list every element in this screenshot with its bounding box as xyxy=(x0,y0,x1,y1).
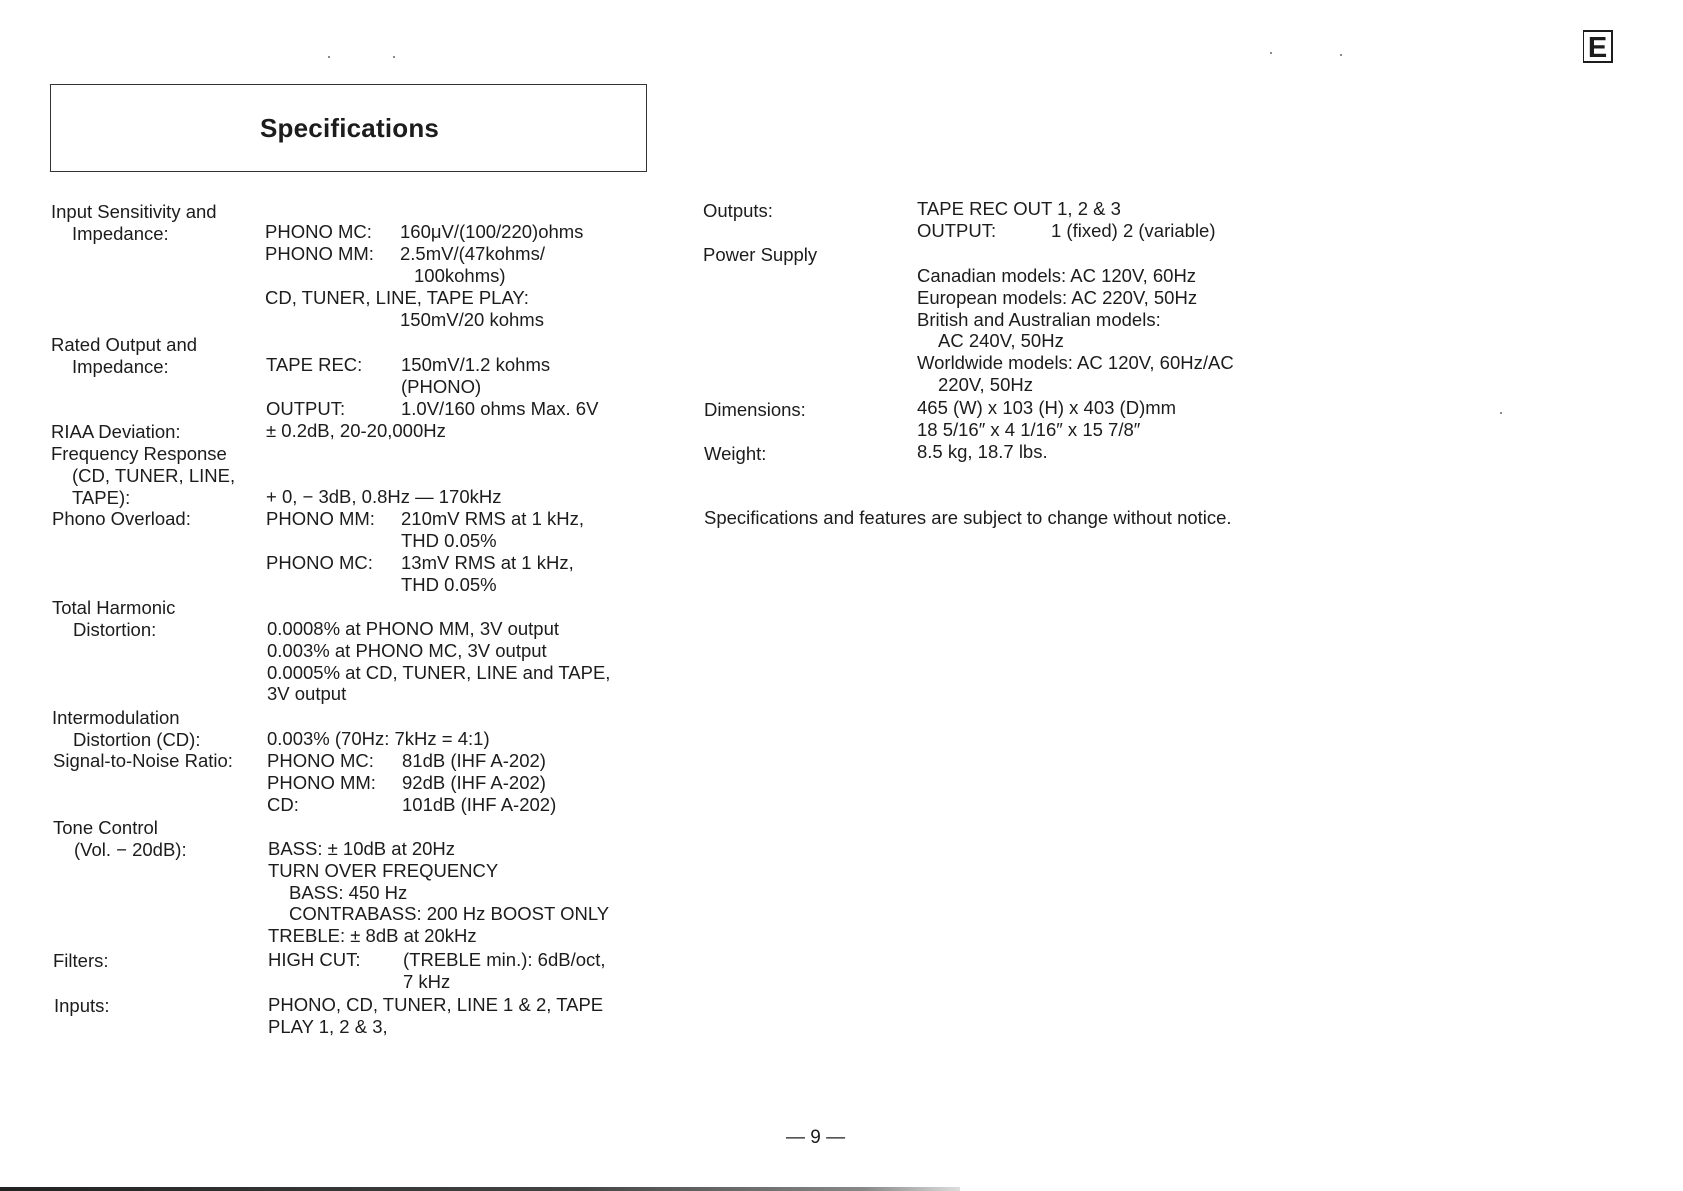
spec-label-rated-output: Rated Output and Impedance: xyxy=(51,334,198,377)
tone-control-values: BASS: ± 10dB at 20Hz TURN OVER FREQUENCY BASS: 450 Hz CONTRABASS: 200 Hz BOOST ONLY TREBLE: ± 8dB at 20kHz xyxy=(268,838,610,947)
spec-label-phono-overload: Phono Overload: xyxy=(52,508,191,529)
dimensions-values: 465 (W) x 103 (H) x 403 (D)mm 18 5/16″ x 4 1/16″ x 15 7/8″ xyxy=(917,397,1177,440)
overload-mc-key: PHONO MC: xyxy=(266,552,373,573)
phono-mc-value: 160μV/(100/220)ohms xyxy=(400,221,584,242)
tape-rec-key: TAPE REC: xyxy=(266,354,363,375)
spec-label-power-supply: Power Supply xyxy=(703,244,818,265)
high-cut-value: (TREBLE min.): 6dB/oct, 7 kHz xyxy=(403,949,606,992)
bottom-edge-rule xyxy=(0,1187,960,1191)
outputs-value: 1 (fixed) 2 (variable) xyxy=(1051,220,1216,241)
snr-cd-value: 101dB (IHF A-202) xyxy=(402,794,557,815)
cd-tuner-line-key: CD, TUNER, LINE, TAPE PLAY: xyxy=(265,287,529,308)
spec-label-filters: Filters: xyxy=(53,950,109,971)
snr-mm-key: PHONO MM: xyxy=(267,772,376,793)
scan-speck xyxy=(1500,412,1502,414)
spec-label-dimensions: Dimensions: xyxy=(704,399,806,420)
scan-speck xyxy=(328,56,330,58)
scan-speck xyxy=(393,56,395,58)
power-supply-values: Canadian models: AC 120V, 60Hz European models: AC 220V, 50Hz British and Australian models: AC 240V, 50Hz Worldwide models: AC 120V, 60Hz/AC 220V, 50Hz xyxy=(917,265,1234,395)
snr-mc-value: 81dB (IHF A-202) xyxy=(402,750,546,771)
high-cut-key: HIGH CUT: xyxy=(268,949,361,970)
overload-mc-value: 13mV RMS at 1 kHz, THD 0.05% xyxy=(401,552,574,595)
tape-rec-value: 150mV/1.2 kohms (PHONO) xyxy=(401,354,551,397)
phono-mm-value: 2.5mV/(47kohms/ 100kohms) xyxy=(400,243,545,286)
spec-label-weight: Weight: xyxy=(704,443,767,464)
imd-value: 0.003% (70Hz: 7kHz = 4:1) xyxy=(267,728,490,749)
spec-label-riaa: RIAA Deviation: xyxy=(51,421,181,442)
phono-mm-key: PHONO MM: xyxy=(265,243,374,264)
output-key: OUTPUT: xyxy=(266,398,346,419)
riaa-value: ± 0.2dB, 20-20,000Hz xyxy=(266,420,446,441)
output-value: 1.0V/160 ohms Max. 6V xyxy=(401,398,599,419)
section-badge: E xyxy=(1583,30,1613,63)
frequency-response-value: + 0, − 3dB, 0.8Hz — 170kHz xyxy=(266,486,502,507)
outputs-key: OUTPUT: xyxy=(917,220,997,241)
snr-cd-key: CD: xyxy=(267,794,299,815)
overload-mm-key: PHONO MM: xyxy=(266,508,375,529)
snr-mm-value: 92dB (IHF A-202) xyxy=(402,772,546,793)
snr-mc-key: PHONO MC: xyxy=(267,750,374,771)
page-title: Specifications xyxy=(260,113,440,143)
spec-label-input-sensitivity: Input Sensitivity and Impedance: xyxy=(51,201,217,244)
spec-label-snr: Signal-to-Noise Ratio: xyxy=(53,750,233,771)
spec-label-thd: Total Harmonic Distortion: xyxy=(52,597,176,640)
spec-label-outputs: Outputs: xyxy=(703,200,773,221)
scan-speck xyxy=(1340,54,1342,56)
spec-label-tone-control: Tone Control (Vol. − 20dB): xyxy=(53,817,187,860)
spec-label-inputs: Inputs: xyxy=(54,995,110,1016)
phono-mc-key: PHONO MC: xyxy=(265,221,372,242)
spec-label-frequency-response: Frequency Response (CD, TUNER, LINE, TAPE): xyxy=(51,443,236,508)
thd-values: 0.0008% at PHONO MM, 3V output 0.003% at PHONO MC, 3V output 0.0005% at CD, TUNER, LINE and TAPE, 3V output xyxy=(267,618,611,705)
cd-tuner-line-value: 150mV/20 kohms xyxy=(400,309,544,330)
scan-speck xyxy=(1270,52,1272,54)
page-number: — 9 — xyxy=(786,1127,846,1148)
weight-value: 8.5 kg, 18.7 lbs. xyxy=(917,441,1048,462)
notice-text: Specifications and features are subject to change without notice. xyxy=(704,507,1232,528)
spec-label-imd: Intermodulation Distortion (CD): xyxy=(52,707,201,750)
inputs-values: PHONO, CD, TUNER, LINE 1 & 2, TAPE PLAY 1, 2 & 3, xyxy=(268,994,604,1037)
overload-mm-value: 210mV RMS at 1 kHz, THD 0.05% xyxy=(401,508,585,551)
title-box xyxy=(50,84,647,172)
tape-rec-out-value: TAPE REC OUT 1, 2 & 3 xyxy=(917,198,1121,219)
